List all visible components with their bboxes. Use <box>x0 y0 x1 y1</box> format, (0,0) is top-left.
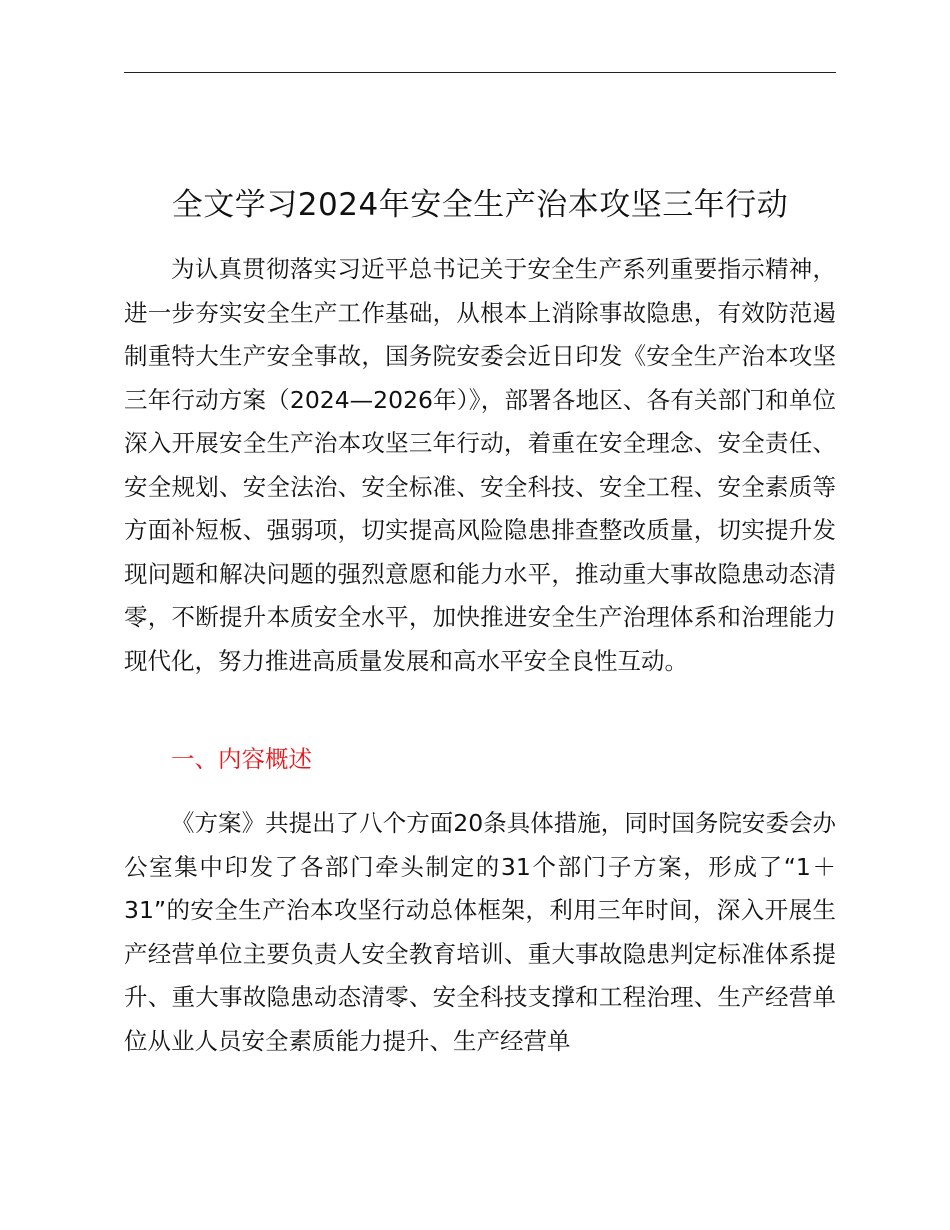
intro-paragraph: 为认真贯彻落实习近平总书记关于安全生产系列重要指示精神，进一步夯实安全生产工作基础，从根本上消除事故隐患，有效防范遏制重特大生产安全事故，国务院安委会近日印发《安全生产治本攻坚三年行动方案（2024—2026年）》，部署各地区、各有关部门和单位深入开展安全生产治本攻坚三年行动，着重在安全理念、安全责任、安全规划、安全法治、安全标准、安全科技、安全工程、安全素质等方面补短板、强弱项，切实提高风险隐患排查整改质量，切实提升发现问题和解决问题的强烈意愿和能力水平，推动重大事故隐患动态清零，不断提升本质安全水平，加快推进安全生产治理体系和治理能力现代化，努力推进高质量发展和高水平安全良性互动。 <box>124 255 836 675</box>
section-heading-content-overview: 一、内容概述 <box>171 745 312 773</box>
header-rule <box>124 72 836 73</box>
document-title: 全文学习2024年安全生产治本攻坚三年行动 <box>171 187 789 223</box>
overview-paragraph: 《方案》共提出了八个方面20条具体措施，同时国务院安委会办公室集中印发了各部门牵头制定的31个部门子方案，形成了“1＋31”的安全生产治本攻坚行动总体框架，利用三年时间，深入开展生产经营单位主要负责人安全教育培训、重大事故隐患判定标准体系提升、重大事故隐患动态清零、安全科技支撑和工程治理、生产经营单位从业人员安全素质能力提升、生产经营单 <box>124 809 836 1055</box>
